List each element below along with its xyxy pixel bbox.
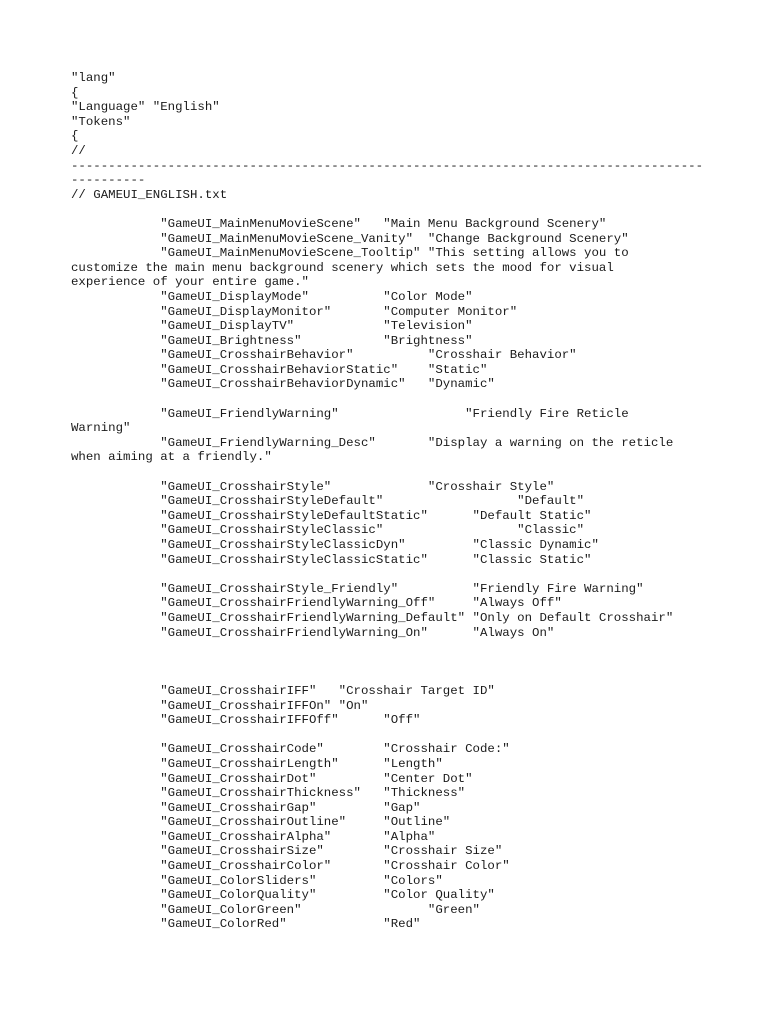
document-line [71, 728, 711, 743]
document-line: "GameUI_FriendlyWarning_Desc" "Display a warning on the reticle [71, 435, 674, 450]
document-line: "GameUI_CrosshairFriendlyWarning_On" "Always On" [71, 625, 555, 640]
document-line: ------------------------------------------------------------------------------------- [71, 158, 704, 173]
document-line: "GameUI_CrosshairBehaviorStatic" "Static" [71, 362, 488, 377]
document-line: "GameUI_CrosshairOutline" "Outline" [71, 815, 451, 830]
document-line: "GameUI_CrosshairBehaviorDynamic" "Dynamic" [71, 377, 495, 392]
document-line: "GameUI_CrosshairIFFOff" "Off" [71, 713, 421, 728]
document-line: "GameUI_CrosshairColor" "Crosshair Color" [71, 859, 510, 874]
document-line: "GameUI_ColorSliders" "Colors" [71, 873, 443, 888]
document-line [71, 465, 711, 480]
document-line: "GameUI_FriendlyWarning" "Friendly Fire Reticle [71, 406, 629, 421]
document-line: "GameUI_CrosshairIFF" "Crosshair Target ID" [71, 683, 495, 698]
document-line: "GameUI_DisplayMonitor" "Computer Monitor" [71, 304, 518, 319]
document-line: "GameUI_CrosshairStyleDefaultStatic" "Default Static" [71, 508, 592, 523]
document-line: "GameUI_CrosshairGap" "Gap" [71, 800, 421, 815]
document-line: "GameUI_MainMenuMovieScene_Tooltip" "This setting allows you to [71, 246, 629, 261]
document-line [71, 202, 711, 217]
document-line: ---------- [71, 173, 146, 188]
document-line: "GameUI_CrosshairCode" "Crosshair Code:" [71, 742, 510, 757]
document-line: // GAMEUI_ENGLISH.txt [71, 187, 228, 202]
document-line: "Language" "English" [71, 100, 220, 115]
document-line: when aiming at a friendly." [71, 450, 272, 465]
document-line: "GameUI_MainMenuMovieScene_Vanity" "Change Background Scenery" [71, 231, 629, 246]
document-line [71, 655, 711, 670]
document-line: "GameUI_CrosshairFriendlyWarning_Default" "Only on Default Crosshair" [71, 610, 674, 625]
document-text-body [71, 71, 711, 932]
document-line: "GameUI_CrosshairBehavior" "Crosshair Behavior" [71, 348, 577, 363]
document-line [71, 640, 711, 655]
document-line: { [71, 129, 79, 144]
document-line: "GameUI_Brightness" "Brightness" [71, 333, 473, 348]
document-line: "GameUI_DisplayMode" "Color Mode" [71, 289, 473, 304]
document-line: "GameUI_CrosshairStyleClassic" "Classic" [71, 523, 585, 538]
document-line: "GameUI_ColorGreen" "Green" [71, 902, 480, 917]
document-line: "GameUI_CrosshairStyleClassicStatic" "Classic Static" [71, 552, 592, 567]
document-line: "GameUI_DisplayTV" "Television" [71, 319, 473, 334]
document-line: "GameUI_MainMenuMovieScene" "Main Menu Background Scenery" [71, 216, 607, 231]
document-line: "GameUI_CrosshairStyle_Friendly" "Friendly Fire Warning" [71, 581, 644, 596]
document-line: "GameUI_CrosshairSize" "Crosshair Size" [71, 844, 503, 859]
document-line: "GameUI_CrosshairStyleDefault" "Default" [71, 494, 585, 509]
document-line: "GameUI_CrosshairLength" "Length" [71, 756, 443, 771]
document-line: Warning" [71, 421, 131, 436]
document-line: "GameUI_CrosshairThickness" "Thickness" [71, 786, 466, 801]
document-line: "GameUI_CrosshairAlpha" "Alpha" [71, 829, 436, 844]
document-line [71, 669, 711, 684]
document-line: "GameUI_CrosshairFriendlyWarning_Off" "Always Off" [71, 596, 562, 611]
document-line: // [71, 143, 86, 158]
document-line: "Tokens" [71, 114, 131, 129]
document-line: "lang" [71, 71, 116, 85]
document-line: "GameUI_ColorRed" "Red" [71, 917, 421, 932]
document-line [71, 567, 711, 582]
document-line: { [71, 85, 79, 100]
document-line: customize the main menu background scenery which sets the mood for visual [71, 260, 614, 275]
document-line: experience of your entire game." [71, 275, 309, 290]
document-line: "GameUI_CrosshairIFFOn" "On" [71, 698, 369, 713]
document-line [71, 392, 711, 407]
document-line: "GameUI_CrosshairStyleClassicDyn" "Classic Dynamic" [71, 538, 599, 552]
document-line: "GameUI_ColorQuality" "Color Quality" [71, 888, 495, 903]
document-line: "GameUI_CrosshairStyle" "Crosshair Style" [71, 479, 555, 494]
document-line: "GameUI_CrosshairDot" "Center Dot" [71, 771, 473, 786]
